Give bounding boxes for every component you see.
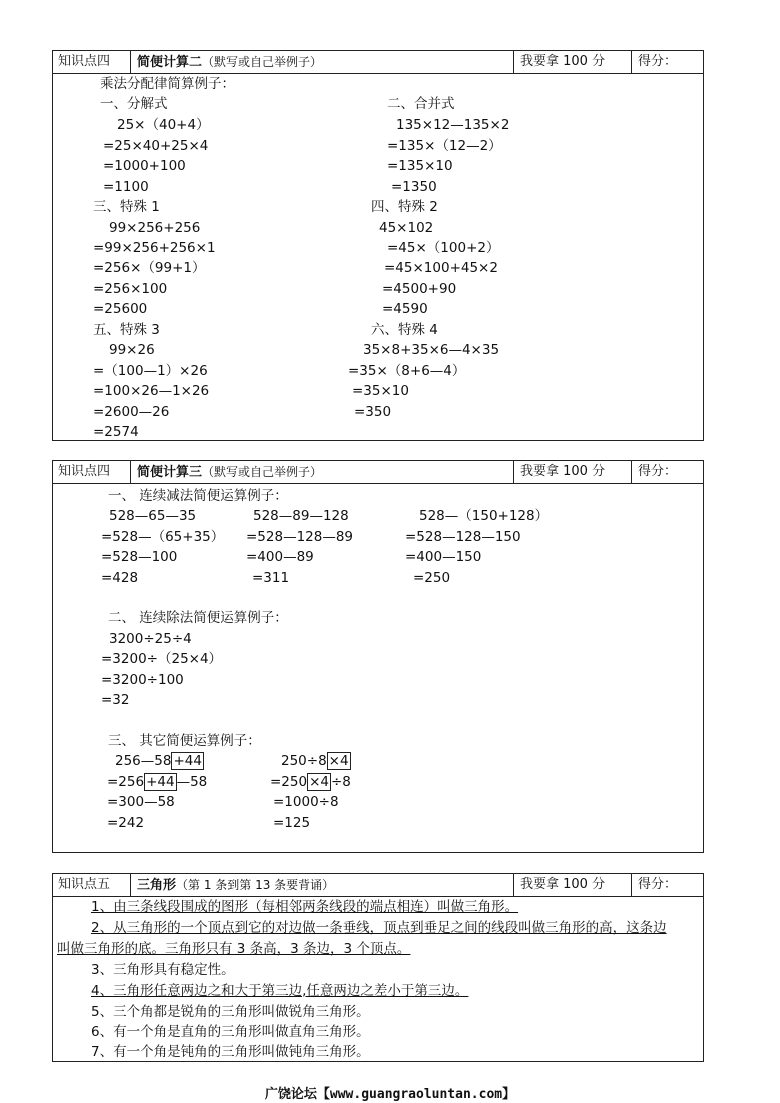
calc-line: =350 bbox=[354, 404, 392, 420]
calc-line: =250 ×4 ÷8 bbox=[270, 774, 351, 790]
calc-line: =256 +44 —58 bbox=[107, 774, 208, 790]
calc-line: =3200÷100 bbox=[101, 672, 184, 688]
calc-line: =135×（12—2） bbox=[387, 138, 502, 154]
calc-line: 256—58 +44 bbox=[115, 753, 202, 769]
calc-line: =125 bbox=[273, 815, 311, 831]
section-title: 三角形（第 1 条到第 13 条要背诵） bbox=[131, 874, 514, 896]
knowledge-point-label: 知识点四 bbox=[53, 51, 131, 73]
triangle-fact: 5、三个角都是锐角的三角形叫做锐角三角形。 bbox=[91, 1004, 370, 1020]
calc-line: =4500+90 bbox=[382, 281, 457, 297]
goal-label: 我要拿 100 分 bbox=[514, 874, 632, 896]
calc-line: =32 bbox=[101, 692, 130, 708]
calc-line: =400—150 bbox=[405, 549, 482, 565]
triangle-fact: 2、从三角形的一个顶点到它的对边做一条垂线，顶点到垂足之间的线段叫做三角形的高，这条边 bbox=[91, 920, 667, 936]
calc-line: =300—58 bbox=[107, 794, 175, 810]
calc-line: =1350 bbox=[391, 179, 437, 195]
group-title: 五、特殊 3 bbox=[93, 322, 160, 338]
calc-line: =256×100 bbox=[93, 281, 168, 297]
triangle-fact: 4、三角形任意两边之和大于第三边,任意两边之差小于第三边。 bbox=[91, 983, 469, 999]
calc-line: =400—89 bbox=[246, 549, 314, 565]
calc-line: 35×8+35×6—4×35 bbox=[363, 342, 500, 358]
triangle-fact: 6、有一个角是直角的三角形叫做直角三角形。 bbox=[91, 1024, 370, 1040]
knowledge-point-label: 知识点五 bbox=[53, 874, 131, 896]
calc-line: 250÷8 ×4 bbox=[281, 753, 349, 769]
boxed-term: ×4 bbox=[309, 774, 329, 790]
section-title: 简便计算三（默写或自己举例子） bbox=[131, 461, 514, 483]
calc-line: =3200÷（25×4） bbox=[101, 651, 223, 667]
subsection-heading: 一、 连续减法简便运算例子： bbox=[108, 488, 288, 504]
knowledge-point-label: 知识点四 bbox=[53, 461, 131, 483]
calc-line: =1100 bbox=[103, 179, 149, 195]
calc-line: =528—100 bbox=[101, 549, 178, 565]
calc-line: =35×10 bbox=[352, 383, 409, 399]
calc-line: =256×（99+1） bbox=[93, 260, 206, 276]
calc-line: 3200÷25÷4 bbox=[109, 631, 192, 647]
calc-line: =242 bbox=[107, 815, 145, 831]
calc-line: =311 bbox=[252, 570, 290, 586]
section-triangle bbox=[52, 873, 704, 1062]
boxed-term: +44 bbox=[173, 753, 202, 769]
section-simplified-calc-3 bbox=[52, 460, 704, 853]
subsection-heading: 三、 其它简便运算例子： bbox=[108, 733, 261, 749]
boxed-term: +44 bbox=[146, 774, 175, 790]
calc-line: =428 bbox=[101, 570, 139, 586]
calc-line: 135×12—135×2 bbox=[396, 117, 510, 133]
calc-line: =1000+100 bbox=[103, 158, 186, 174]
calc-line: =4590 bbox=[382, 301, 428, 317]
triangle-fact: 3、三角形具有稳定性。 bbox=[91, 962, 235, 978]
calc-line: 45×102 bbox=[379, 220, 434, 236]
calc-line: 528—89—128 bbox=[253, 508, 349, 524]
calc-line: =2600—26 bbox=[93, 404, 170, 420]
section-heading: 乘法分配律简算例子： bbox=[100, 76, 235, 92]
section-title: 简便计算二（默写或自己举例子） bbox=[131, 51, 514, 73]
triangle-fact: 1、由三条线段围成的图形（每相邻两条线段的端点相连）叫做三角形。 bbox=[91, 899, 519, 915]
calc-line: =25×40+25×4 bbox=[103, 138, 209, 154]
score-label: 得分： bbox=[638, 877, 678, 892]
group-title: 一、分解式 bbox=[100, 96, 168, 112]
calc-line: 99×256+256 bbox=[109, 220, 201, 236]
calc-line: 528—65—35 bbox=[109, 508, 197, 524]
triangle-fact: 叫做三角形的底。三角形只有 3 条高，3 条边，3 个顶点。 bbox=[57, 941, 411, 957]
calc-line: 99×26 bbox=[109, 342, 155, 358]
triangle-fact: 7、有一个角是钝角的三角形叫做钝角三角形。 bbox=[91, 1044, 370, 1060]
calc-line: =528—（65+35） bbox=[101, 529, 225, 545]
score-label: 得分： bbox=[638, 464, 678, 479]
group-title: 三、特殊 1 bbox=[93, 199, 160, 215]
section-simplified-calc-2 bbox=[52, 50, 704, 441]
calc-line: =（100—1）×26 bbox=[93, 363, 208, 379]
calc-line: =99×256+256×1 bbox=[93, 240, 216, 256]
calc-line: =528—128—89 bbox=[246, 529, 354, 545]
calc-line: =100×26—1×26 bbox=[93, 383, 210, 399]
boxed-term: ×4 bbox=[328, 753, 349, 769]
calc-line: 528—（150+128） bbox=[419, 508, 549, 524]
calc-line: =250 bbox=[413, 570, 451, 586]
calc-line: =25600 bbox=[93, 301, 148, 317]
group-title: 四、特殊 2 bbox=[371, 199, 438, 215]
goal-label: 我要拿 100 分 bbox=[514, 51, 632, 73]
group-title: 二、合并式 bbox=[387, 96, 455, 112]
calc-line: =45×100+45×2 bbox=[384, 260, 498, 276]
subsection-heading: 二、 连续除法简便运算例子： bbox=[108, 610, 288, 626]
section-header bbox=[53, 874, 703, 897]
calc-line: 25×（40+4） bbox=[117, 117, 210, 133]
score-label: 得分： bbox=[638, 54, 678, 69]
calc-line: =35×（8+6—4） bbox=[348, 363, 466, 379]
calc-line: =528—128—150 bbox=[405, 529, 521, 545]
section-header bbox=[53, 51, 703, 74]
goal-label: 我要拿 100 分 bbox=[514, 461, 632, 483]
section-header bbox=[53, 461, 703, 484]
footer-watermark: 广饶论坛【www.guangraoluntan.com】 bbox=[264, 1087, 516, 1102]
group-title: 六、特殊 4 bbox=[371, 322, 438, 338]
calc-line: =1000÷8 bbox=[273, 794, 339, 810]
calc-line: =2574 bbox=[93, 424, 139, 440]
calc-line: =135×10 bbox=[387, 158, 453, 174]
calc-line: =45×（100+2） bbox=[387, 240, 500, 256]
